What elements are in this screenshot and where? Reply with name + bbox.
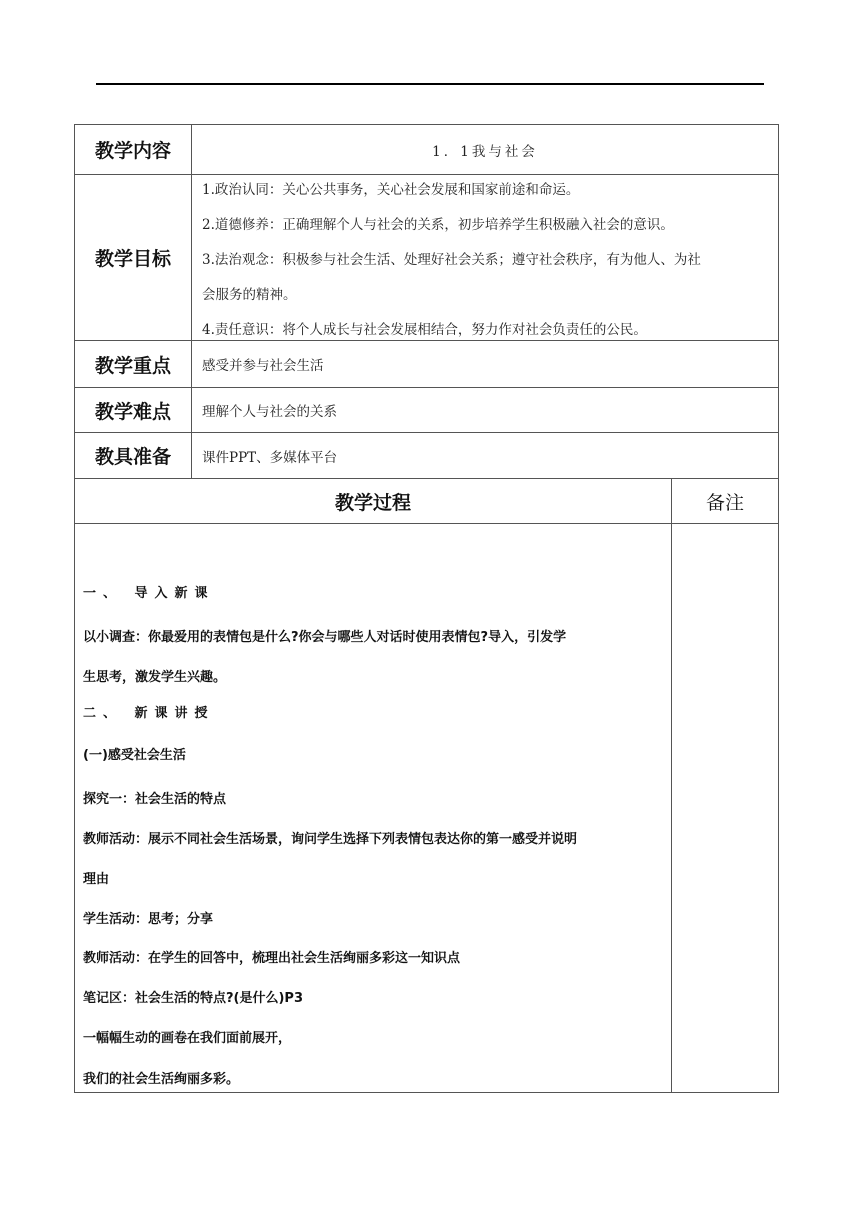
goals-row <box>75 175 778 341</box>
process-header: 教学过程 <box>75 479 672 523</box>
process-line: 笔记区：社会生活的特点?(是什么)P3 <box>83 991 303 1006</box>
process-body-row <box>75 524 778 1092</box>
process-line: 以小调查：你最爱用的表情包是什么?你会与哪些人对话时使用表情包?导入，引发学 <box>83 630 567 645</box>
process-line: 一、 导入新课 <box>83 586 215 601</box>
note-column <box>672 524 778 1092</box>
process-line: 探究一：社会生活的特点 <box>83 792 227 807</box>
difficulty-row <box>75 388 778 433</box>
header-rule <box>96 83 764 85</box>
content-value: 1．1我与社会 <box>432 143 538 160</box>
process-line: 学生活动：思考；分享 <box>83 912 214 927</box>
goal-line: 3.法治观念：积极参与社会生活、处理好社会关系；遵守社会秩序，有为他人、为社 <box>202 252 701 268</box>
process-line: 我们的社会生活绚丽多彩。 <box>83 1072 240 1087</box>
process-line: (一)感受社会生活 <box>83 748 186 763</box>
note-header: 备注 <box>705 491 744 514</box>
goals-list <box>192 173 778 340</box>
key-point-value: 感受并参与社会生活 <box>202 358 324 374</box>
difficulty-value: 理解个人与社会的关系 <box>202 404 337 420</box>
tools-row <box>75 433 778 479</box>
process-line: 教师活动：展示不同社会生活场景，询问学生选择下列表情包表达你的第一感受并说明 <box>83 832 578 847</box>
process-line: 二、 新课讲授 <box>83 706 215 721</box>
goal-line: 会服务的精神。 <box>202 287 297 303</box>
process-line: 生思考，激发学生兴趣。 <box>83 670 227 685</box>
process-line: 理由 <box>83 872 110 887</box>
tools-label: 教具准备 <box>75 433 192 478</box>
tools-value: 课件PPT、多媒体平台 <box>202 449 338 466</box>
process-header-row <box>75 479 778 524</box>
lesson-plan-table <box>74 124 779 1093</box>
goal-line: 4.责任意识：将个人成长与社会发展相结合，努力作对社会负责任的公民。 <box>202 322 647 338</box>
process-content <box>75 524 672 1092</box>
goals-label: 教学目标 <box>75 175 192 340</box>
goal-line: 2.道德修养：正确理解个人与社会的关系，初步培养学生积极融入社会的意识。 <box>202 217 674 233</box>
content-label: 教学内容 <box>75 125 192 174</box>
key-point-row <box>75 341 778 388</box>
content-row <box>75 125 778 175</box>
process-line: 教师活动：在学生的回答中，梳理出社会生活绚丽多彩这一知识点 <box>83 951 461 966</box>
process-line: 一幅幅生动的画卷在我们面前展开， <box>83 1031 292 1046</box>
difficulty-label: 教学难点 <box>75 388 192 432</box>
goal-line: 1.政治认同：关心公共事务，关心社会发展和国家前途和命运。 <box>202 182 580 198</box>
key-point-label: 教学重点 <box>75 341 192 387</box>
